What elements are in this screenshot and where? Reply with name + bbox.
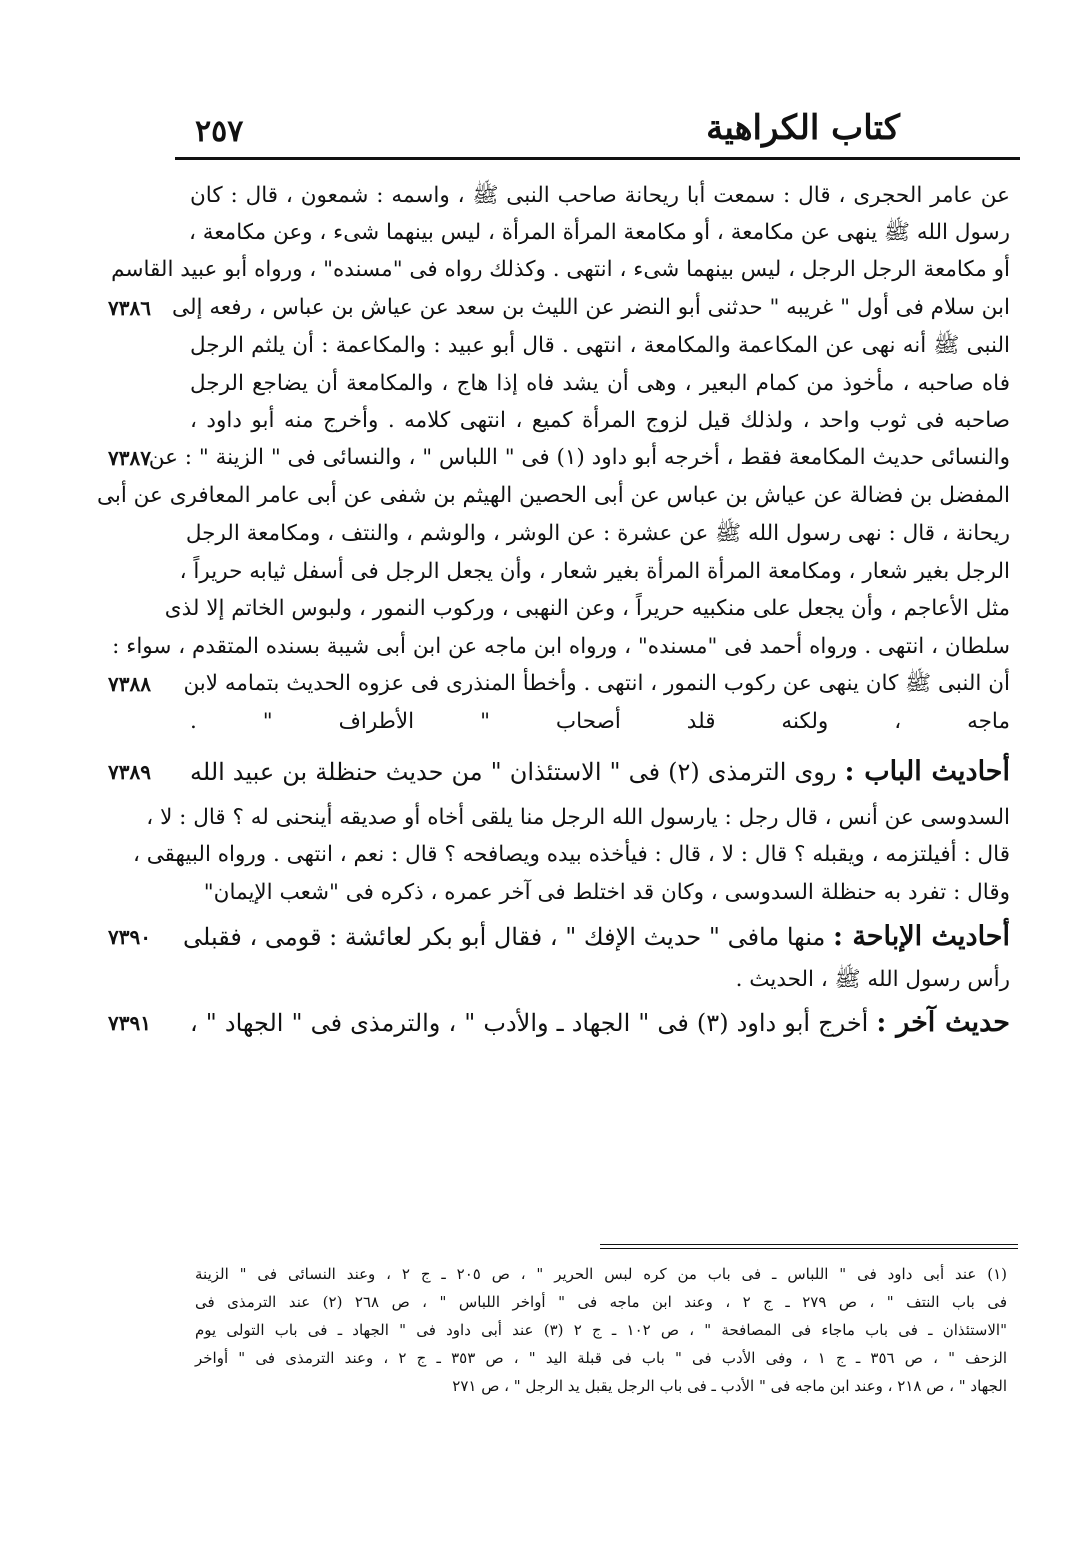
text-line: رسول الله ﷺ ينهى عن مكامعة ، أو مكامعة المرأة المرأة ، ليس بينهما شىء ، وعن مكامعة ، [189, 220, 1010, 245]
footnote-line: فى باب النتف " ، ص ٢٧٩ ـ ج ٢ ، وعند ابن ماجه فى " أواخر اللباس " ، ص ٢٦٨ (٢) عند الترمذى فى [195, 1293, 1007, 1311]
page-number: ٢٥٧ [195, 114, 244, 149]
footnote-line: "الاستئذان ـ فى باب ماجاء فى المصافحة " ، ص ١٠٢ ـ ج ٢ (٣) عند أبى داود فى " الجهاد ـ فى باب التولى يوم [195, 1321, 1008, 1339]
header-rule [175, 157, 1020, 160]
text-line: صاحبه فى ثوب واحد ، ولذلك قيل لزوج المرأة كميع ، انتهى كلامه . وأخرج منه أبو داود ، [190, 408, 1010, 433]
section-lead-bab: أحاديث الباب : [844, 756, 1011, 787]
text-line: سلطان ، انتهى . ورواه أحمد فى "مسنده" ، ورواه ابن ماجه عن ابن أبى شيبة بسنده المتقدم ، سواء : [112, 634, 1010, 659]
text-line: قال : أفيلتزمه ، ويقبله ؟ قال : لا ، قال : فيأخذه بيده ويصافحه ؟ قال : نعم ، انتهى . ورواه البيهقى ، [132, 842, 1010, 867]
text-line: روى الترمذى (٢) فى " الاستئذان " من حديث حنظلة بن عبيد الله [190, 758, 837, 786]
text-line: مثل الأعاجم ، وأن يجعل على منكبيه حريراً ، وعن النهبى ، وركوب النمور ، ولبوس الخاتم إلا لذى [164, 596, 1010, 621]
footnote-line: الزحف " ، ص ٣٥٦ ـ ج ١ ، وفى الأدب فى " باب فى قبلة اليد " ، ص ٣٥٣ ـ ج ٢ ، وعند الترمذى فى " أواخر [195, 1349, 1007, 1367]
section-lead-akhar: حديث آخر : [876, 1007, 1011, 1038]
section-line-bab [190, 757, 1010, 787]
text-line: عن عامر الحجرى ، قال : سمعت أبا ريحانة صاحب النبى ﷺ ، واسمه : شمعون ، قال : كان [190, 183, 1010, 208]
text-line: فاه صاحبه ، مأخوذ من كمام البعير ، وهى أن يشد فاه إذا هاج ، والمكامعة أن يضاجع الرجل [190, 371, 1010, 396]
hadith-number: ٧٣٨٦ [108, 296, 151, 320]
hadith-number: ٧٣٨٧ [108, 446, 151, 470]
text-line: ابن سلام فى أول " غريبه " حدثنى أبو النضر عن الليث بن سعد عن عياش بن عباس ، رفعه إلى [172, 295, 1010, 320]
text-line: الرجل بغير شعار ، ومكامعة المرأة المرأة بغير شعار ، وأن يجعل الرجل فى أسفل ثيابه حريراً ، [179, 559, 1010, 584]
section-line-akhar [190, 1008, 1010, 1038]
hadith-number: ٧٣٨٨ [108, 672, 151, 696]
section-lead-ibaha: أحاديث الإباحة : [832, 921, 1010, 952]
text-line: رأس رسول الله ﷺ ، الحديث . [735, 967, 1010, 992]
text-line: النبى ﷺ أنه نهى عن المكاعمة والمكامعة ، انتهى . قال أبو عبيد : والمكاعمة : أن يلثم الرجل [190, 333, 1010, 358]
text-line: السدوسى عن أنس ، قال رجل : يارسول الله الرجل منا يلقى أخاه أو صديقه أينحنى له ؟ قال : لا ، [146, 805, 1010, 830]
text-line: ماجه ، ولكنه قلد أصحاب " الأطراف " . [190, 709, 1010, 734]
text-line: ريحانة ، قال : نهى رسول الله ﷺ عن عشرة : عن الوشر ، والوشم ، والنتف ، ومكامعة الرجل [185, 521, 1010, 546]
page-header [175, 100, 1020, 160]
text-line: وقال : تفرد به حنظلة السدوسى ، وكان قد اختلط فى آخر عمره ، ذكره فى "شعب الإيمان" [203, 880, 1010, 905]
text-line: أخرج أبو داود (٣) فى " الجهاد ـ والأدب " ، والترمذى فى " الجهاد " ، [190, 1009, 869, 1037]
hadith-number: ٧٣٩٠ [108, 925, 151, 949]
footnote-line: الجهاد " ، ص ٢١٨ ، وعند ابن ماجه فى " الأدب ـ فى باب الرجل يقبل يد الرجل " ، ص ٢٧١ [452, 1377, 1007, 1395]
footnote-rule [600, 1244, 1018, 1249]
text-line: والنسائى حديث المكامعة فقط ، أخرجه أبو داود (١) فى " اللباس " ، والنسائى فى " الزينة " : عن [148, 445, 1010, 470]
section-line-ibaha [183, 921, 1010, 952]
text-line: منها مافى " حديث الإفك " ، فقال أبو بكر لعائشة : قومى ، فقبلى [183, 923, 826, 951]
footnote-line: (١) عند أبى داود فى " اللباس ـ فى باب من كره لبس الحرير " ، ص ٢٠٥ ـ ج ٢ ، وعند النسائى فى " الزينة [195, 1265, 1007, 1283]
text-line: أو مكامعة الرجل الرجل ، ليس بينهما شىء ، انتهى . وكذلك رواه فى "مسنده" ، ورواه أبو عبيد القاسم [111, 257, 1010, 282]
running-title: كتاب الكراهية [706, 108, 900, 148]
hadith-number: ٧٣٩١ [108, 1011, 151, 1035]
hadith-number: ٧٣٨٩ [108, 760, 151, 784]
text-line: المفضل بن فضالة عن عياش بن عباس عن أبى الحصين الهيثم بن شفى عن أبى عامر المعافرى عن أبى [96, 483, 1010, 508]
text-line: أن النبى ﷺ كان ينهى عن ركوب النمور ، انتهى . وأخطأ المنذرى فى عزوه الحديث بتمامه لابن [183, 671, 1010, 696]
